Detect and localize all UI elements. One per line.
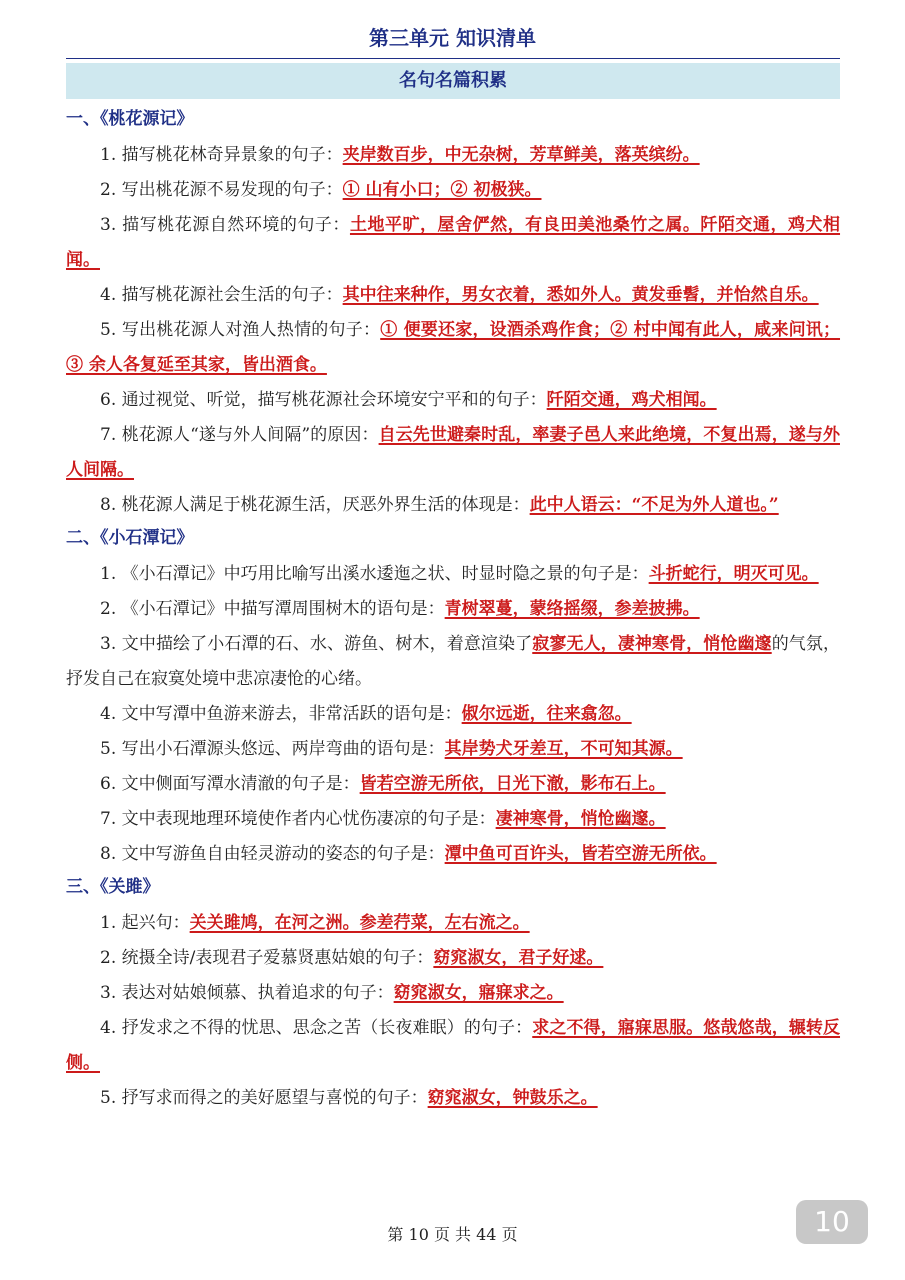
answer-text: 自云先世避秦时乱，率妻子邑人来此绝境，不复出焉，遂与外人间隔。 [66, 425, 840, 480]
header-divider [66, 58, 840, 59]
answer-text: 关关雎鸠，在河之洲。参差荇菜，左右流之。 [189, 913, 530, 933]
answer-text: 斗折蛇行，明灭可见。 [648, 564, 819, 584]
page-number: 第 10 页 共 44 页 [387, 1225, 518, 1244]
list-item: 7. 桃花源人“遂与外人间隔”的原因：自云先世避秦时乱，率妻子邑人来此绝境，不复出焉，遂与外人间隔。 [66, 425, 840, 480]
answer-text: 窈窕淑女，钟鼓乐之。 [427, 1088, 598, 1108]
answer-text: 窈窕淑女，寤寐求之。 [393, 983, 564, 1003]
list-item: 7. 文中表现地理环境使作者内心忧伤凄凉的句子是：凄神寒骨，悄怆幽邃。 [100, 809, 666, 829]
list-item: 8. 文中写游鱼自由轻灵游动的姿态的句子是：潭中鱼可百许头，皆若空游无所依。 [100, 844, 717, 864]
answer-text: ① 便要还家，设酒杀鸡作食；② 村中闻有此人，咸来问讯；③ 余人各复延至其家，皆出酒食。 [66, 320, 841, 375]
list-item: 3. 表达对姑娘倾慕、执着追求的句子：窈窕淑女，寤寐求之。 [100, 983, 564, 1003]
list-item: 3. 描写桃花源自然环境的句子：土地平旷，屋舍俨然，有良田美池桑竹之属。阡陌交通，鸡犬相闻。 [66, 215, 841, 270]
answer-text: ① 山有小口；② 初极狭。 [342, 180, 542, 200]
section-title: 一、《桃花源记》 [66, 109, 194, 129]
answer-text: 俶尔远逝，往来翕忽。 [461, 704, 632, 724]
list-item: 4. 描写桃花源社会生活的句子：其中往来种作，男女衣着，悉如外人。黄发垂髫，并怡然自乐。 [100, 285, 819, 305]
list-item: 5. 写出桃花源人对渔人热情的句子：① 便要还家，设酒杀鸡作食；② 村中闻有此人，咸来问讯；③ 余人各复延至其家，皆出酒食。 [66, 320, 841, 375]
list-item: 2. 写出桃花源不易发现的句子：① 山有小口；② 初极狭。 [100, 180, 542, 200]
list-item: 2. 统摄全诗/表现君子爱慕贤惠姑娘的句子：窈窕淑女，君子好逑。 [100, 948, 604, 968]
list-item: 4. 抒发求之不得的忧思、思念之苦（长夜难眠）的句子：求之不得，寤寐思服。悠哉悠哉，辗转反侧。 [66, 1018, 841, 1073]
list-item: 4. 文中写潭中鱼游来游去，非常活跃的语句是：俶尔远逝，往来翕忽。 [100, 704, 632, 724]
answer-text: 此中人语云：“不足为外人道也。” [529, 495, 779, 515]
answer-text: 阡陌交通，鸡犬相闻。 [546, 390, 717, 410]
list-item: 3. 文中描绘了小石潭的石、水、游鱼、树木，着意渲染了寂寥无人，凄神寒骨，悄怆幽邃的气氛，抒发自己在寂寞处境中悲凉凄怆的心绪。 [66, 634, 841, 689]
page-badge: 10 [796, 1200, 868, 1244]
list-item: 5. 写出小石潭源头悠远、两岸弯曲的语句是：其岸势犬牙差互，不可知其源。 [100, 739, 683, 759]
answer-text: 其岸势犬牙差互，不可知其源。 [444, 739, 683, 759]
list-item: 1. 《小石潭记》中巧用比喻写出溪水逶迤之状、时显时隐之景的句子是：斗折蛇行，明灭可见。 [100, 564, 819, 584]
answer-text: 求之不得，寤寐思服。悠哉悠哉，辗转反侧。 [66, 1018, 841, 1073]
section-title: 三、《关雎》 [66, 877, 160, 897]
list-item: 1. 描写桃花林奇异景象的句子：夹岸数百步，中无杂树，芳草鲜美，落英缤纷。 [100, 145, 700, 165]
list-item: 6. 文中侧面写潭水清澈的句子是：皆若空游无所依，日光下澈，影布石上。 [100, 774, 666, 794]
answer-text: 凄神寒骨，悄怆幽邃。 [495, 809, 666, 829]
list-item: 8. 桃花源人满足于桃花源生活，厌恶外界生活的体现是：此中人语云：“不足为外人道也。” [100, 495, 779, 515]
page-title: 第三单元 知识清单 [369, 26, 536, 50]
answer-text: 青树翠蔓，蒙络摇缀，参差披拂。 [444, 599, 700, 619]
list-item: 1. 起兴句：关关雎鸠，在河之洲。参差荇菜，左右流之。 [100, 913, 530, 933]
section-banner: 名句名篇积累 [66, 63, 840, 99]
answer-text: 潭中鱼可百许头，皆若空游无所依。 [444, 844, 717, 864]
list-item: 2. 《小石潭记》中描写潭周围树木的语句是：青树翠蔓，蒙络摇缀，参差披拂。 [100, 599, 700, 619]
section-title: 二、《小石潭记》 [66, 528, 194, 548]
answer-text: 窈窕淑女，君子好逑。 [433, 948, 604, 968]
answer-text: 夹岸数百步，中无杂树，芳草鲜美，落英缤纷。 [342, 145, 700, 165]
answer-text: 寂寥无人，凄神寒骨，悄怆幽邃 [532, 634, 772, 654]
answer-text: 皆若空游无所依，日光下澈，影布石上。 [359, 774, 666, 794]
answer-text: 其中往来种作，男女衣着，悉如外人。黄发垂髫，并怡然自乐。 [342, 285, 819, 305]
document-body [66, 104, 840, 1116]
list-item: 6. 通过视觉、听觉，描写桃花源社会环境安宁平和的句子：阡陌交通，鸡犬相闻。 [100, 390, 717, 410]
answer-text: 土地平旷，屋舍俨然，有良田美池桑竹之属。阡陌交通，鸡犬相闻。 [66, 215, 841, 270]
list-item: 5. 抒写求而得之的美好愿望与喜悦的句子：窈窕淑女，钟鼓乐之。 [100, 1088, 598, 1108]
